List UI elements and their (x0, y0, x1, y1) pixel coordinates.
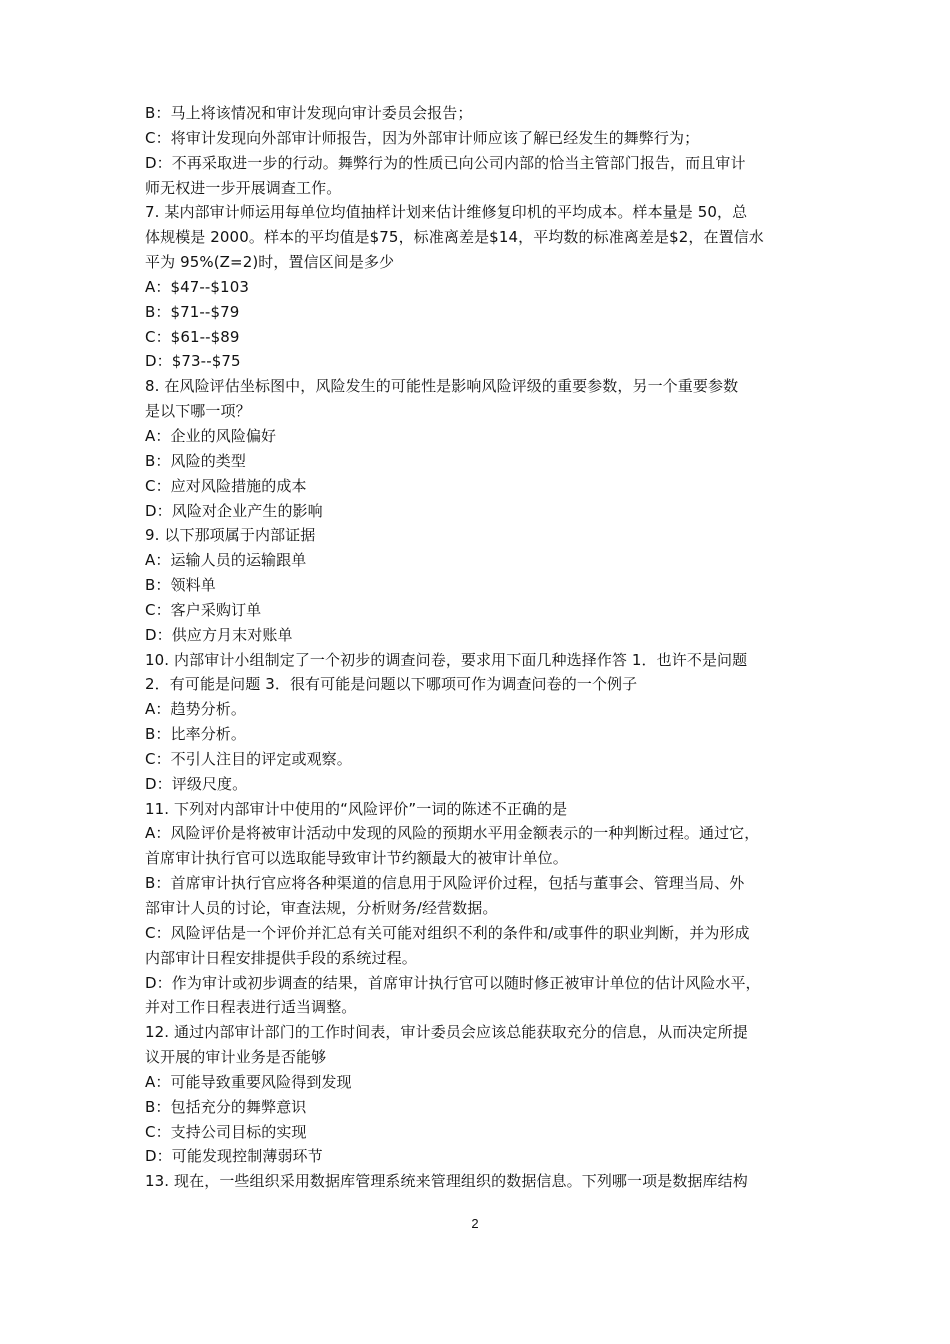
document-body (145, 101, 817, 1194)
text-line: D：风险对企业产生的影响 (145, 501, 323, 520)
text-line: B：马上将该情况和审计发现向审计委员会报告； (145, 104, 473, 122)
text-line: 首席审计执行官可以选取能导致审计节约额最大的被审计单位。 (145, 849, 568, 868)
text-line: 师无权进一步开展调查工作。 (145, 178, 342, 197)
text-line: D：$73--$75 (145, 352, 241, 371)
text-line: 12. 通过内部审计部门的工作时间表，审计委员会应该总能获取充分的信息，从而决定所提 (145, 1023, 748, 1042)
text-line: A：$47--$103 (145, 277, 249, 296)
text-line: C：将审计发现向外部审计师报告，因为外部审计师应该了解已经发生的舞弊行为； (145, 128, 700, 147)
text-line: 体规模是 2000。样本的平均值是$75，标准离差是$14，平均数的标准离差是$2，在置信水 (145, 228, 764, 247)
text-line: 11. 下列对内部审计中使用的“风险评价”一词的陈述不正确的是 (145, 799, 568, 818)
text-line: 2．有可能是问题 3．很有可能是问题以下哪项可作为调查问卷的一个例子 (145, 675, 638, 694)
text-line: C：风险评估是一个评价并汇总有关可能对组织不利的条件和/或事件的职业判断，并为形成 (145, 923, 750, 942)
text-line: A：企业的风险偏好 (145, 426, 277, 445)
text-line: 并对工作日程表进行适当调整。 (145, 998, 357, 1017)
page-number: 2 (471, 1216, 479, 1231)
text-line: A：可能导致重要风险得到发现 (145, 1072, 352, 1091)
text-line: 平为 95%(Z=2)时，置信区间是多少 (145, 253, 395, 272)
text-line: 部审计人员的讨论，审查法规，分析财务/经营数据。 (145, 899, 498, 917)
text-line: A：运输人员的运输跟单 (145, 551, 307, 570)
text-line: C：$61--$89 (145, 327, 240, 346)
text-line: 内部审计日程安排提供手段的系统过程。 (145, 948, 417, 967)
text-line: 8. 在风险评估坐标图中，风险发生的可能性是影响风险评级的重要参数，另一个重要参数 (145, 377, 739, 396)
text-line: 9. 以下那项属于内部证据 (145, 526, 316, 545)
text-line: D：评级尺度。 (145, 774, 248, 793)
text-line: B：$71--$79 (145, 302, 240, 321)
text-line: C：不引人注目的评定或观察。 (145, 749, 352, 768)
text-line: 议开展的审计业务是否能够 (145, 1048, 327, 1067)
text-line: D：可能发现控制薄弱环节 (145, 1147, 323, 1166)
text-line: D：供应方月末对账单 (145, 625, 293, 644)
text-line: B：包括充分的舞弊意识 (145, 1097, 307, 1116)
text-line: 7. 某内部审计师运用每单位均值抽样计划来估计维修复印机的平均成本。样本量是 50，总 (145, 203, 748, 222)
text-line: C：客户采购订单 (145, 600, 262, 619)
text-line: 10. 内部审计小组制定了一个初步的调查问卷，要求用下面几种选择作答 1．也许不是问题 (145, 650, 748, 669)
text-line: B：领料单 (145, 576, 216, 595)
text-line: B：比率分析。 (145, 725, 246, 744)
text-line: B：首席审计执行官应将各种渠道的信息用于风险评价过程，包括与董事会、管理当局、外 (145, 874, 745, 893)
text-line: 13. 现在，一些组织采用数据库管理系统来管理组织的数据信息。下列哪一项是数据库结构 (145, 1172, 748, 1191)
text-line: 是以下哪一项？ (145, 402, 251, 421)
text-line: B：风险的类型 (145, 451, 246, 470)
text-line: C：应对风险措施的成本 (145, 476, 307, 495)
text-line: D：作为审计或初步调查的结果，首席审计执行官可以随时修正被审计单位的估计风险水平， (145, 973, 761, 992)
text-line: C：支持公司目标的实现 (145, 1122, 307, 1141)
text-line: A：风险评价是将被审计活动中发现的风险的预期水平用金额表示的一种判断过程。通过它， (145, 824, 760, 843)
text-line: D：不再采取进一步的行动。舞弊行为的性质已向公司内部的恰当主管部门报告，而且审计 (145, 153, 746, 172)
text-line: A：趋势分析。 (145, 700, 246, 719)
